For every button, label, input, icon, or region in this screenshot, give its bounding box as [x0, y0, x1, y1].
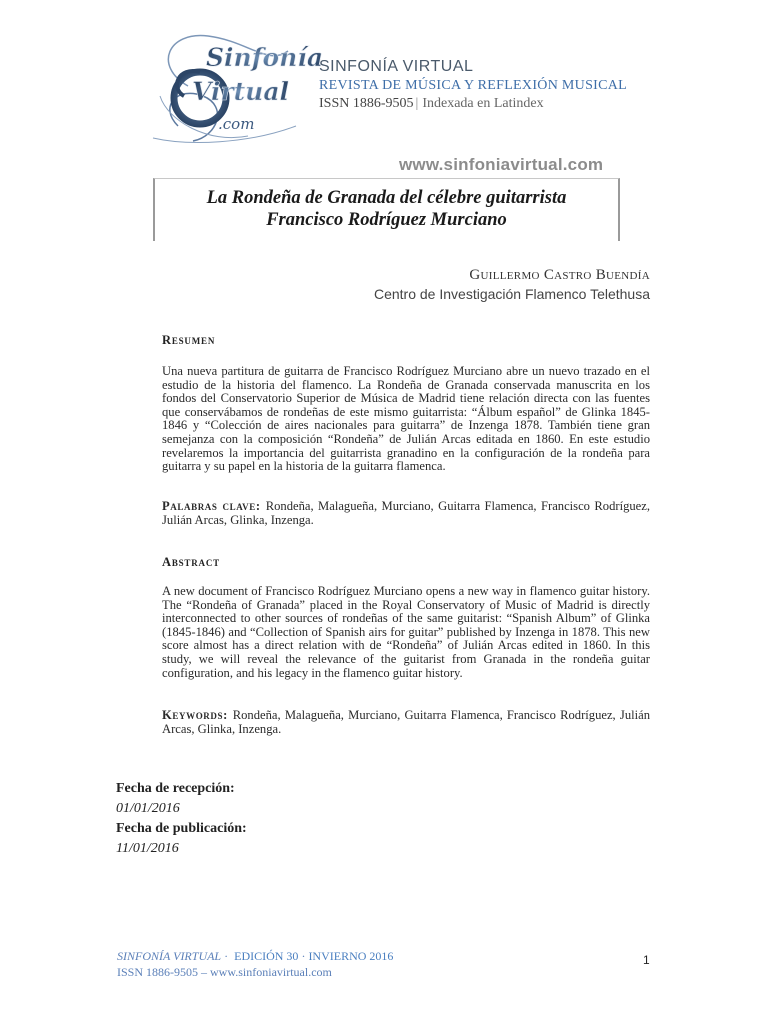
keywords-text: Rondeña, Malagueña, Murciano, Guitarra Flamenca, Francisco Rodríguez, Julián Arcas, Glinka, Inzenga.	[162, 708, 650, 736]
footer-issn: ISSN 1886-9505	[117, 965, 199, 979]
title-line-1: La Rondeña de Granada del célebre guitarrista	[206, 188, 567, 208]
published-label: Fecha de publicación:	[116, 821, 247, 836]
footer-website[interactable]: www.sinfoniavirtual.com	[210, 965, 332, 979]
journal-issn-line	[319, 95, 627, 113]
svg-text:.com: .com	[218, 115, 255, 133]
resumen-heading: Resumen	[162, 333, 216, 347]
journal-subtitle: REVISTA DE MÚSICA Y REFLEXIÓN MUSICAL	[319, 78, 628, 93]
colon: :	[255, 499, 266, 513]
keywords	[162, 709, 650, 736]
colon: :	[223, 708, 233, 722]
issn: ISSN 1886-9505	[319, 96, 414, 111]
author-block	[374, 266, 650, 304]
published-date: 11/01/2016	[116, 841, 179, 856]
footer-journal: SINFONÍA VIRTUAL	[117, 949, 222, 963]
footer-season: INVIERNO 2016	[308, 949, 394, 963]
indexed-note: Indexada en Latindex	[422, 96, 544, 111]
resumen-section	[162, 333, 650, 474]
author-affiliation: Centro de Investigación Flamenco Telethusa	[373, 286, 650, 302]
page-number: 1	[643, 953, 650, 967]
title-line-2: Francisco Rodríguez Murciano	[266, 210, 507, 230]
svg-text:Sinfonía: Sinfonía	[206, 43, 324, 72]
footer-line-2: ISSN 1886-9505 – www.sinfoniavirtual.com	[117, 965, 332, 979]
palabras-clave-text: Rondeña, Malagueña, Murciano, Guitarra Flamenca, Francisco Rodríguez, Julián Arcas, Glinka, Inzenga.	[162, 499, 650, 527]
resumen-text: Una nueva partitura de guitarra de Francisco Rodríguez Murciano abre un nuevo trazado en el estudio de la historia del flamenco. La Rondeña de Granada conservada manuscrita en los fondos del Conservatorio Superior de Música de Madrid tiene relación directa con las fuentes que conservábamos de rondeñas de este mismo guitarrista: “Álbum español” de Glinka 1845-1846 y “Colección de aires nacionales para guitarra” de Inzenga 1878. También tiene gran semejanza con la composición “Rondeña” de Julián Arcas editada en 1860. En este estudio revelaremos la importancia del guitarrista granadino en la configuración de la rondeña para guitarra y su papel en la historia de la guitarra flamenca.	[162, 364, 650, 474]
received-label: Fecha de recepción:	[116, 781, 235, 796]
journal-logo	[148, 26, 324, 148]
footer-line-1: SINFONÍA VIRTUAL · EDICIÓN 30 · INVIERNO 2016	[117, 949, 394, 963]
masthead	[319, 58, 627, 113]
palabras-clave	[162, 500, 650, 527]
palabras-clave-section	[162, 500, 650, 527]
title-box	[153, 178, 620, 241]
received-date: 01/01/2016	[116, 801, 180, 816]
article-title	[155, 187, 618, 231]
author-name: Guillermo Castro Buendía	[469, 267, 650, 283]
separator: |	[415, 96, 419, 111]
dates-block	[116, 779, 247, 859]
abstract-heading: Abstract	[162, 555, 220, 569]
page-footer	[117, 948, 393, 980]
svg-text:Virtual: Virtual	[192, 77, 290, 106]
palabras-clave-label: Palabras clave	[162, 499, 256, 513]
website-link[interactable]: www.sinfoniavirtual.com	[399, 155, 604, 174]
journal-name: SINFONÍA VIRTUAL	[319, 58, 474, 75]
abstract-text: A new document of Francisco Rodríguez Murciano opens a new way in flamenco guitar history. The “Rondeña of Granada” placed in the Royal Conservatory of Music of Madrid is directly interconnected to other sources of rondeñas of the same guitarist: “Spanish Album” of Glinka (1845-1846) and “Collection of Spanish airs for guitar” published by Inzenga in 1878. This new score almost has a direct relation with de “Rondeña” of Julián Arcas edited in 1860. In this study, we will reveal the relevance of the guitarist from Granada in the rondeña guitar configuration, and his legacy in the flamenco guitar history.	[162, 584, 650, 680]
footer-edition: EDICIÓN 30	[234, 949, 299, 963]
keywords-section	[162, 709, 650, 736]
abstract-section	[162, 555, 650, 680]
keywords-label: Keywords	[162, 708, 224, 722]
